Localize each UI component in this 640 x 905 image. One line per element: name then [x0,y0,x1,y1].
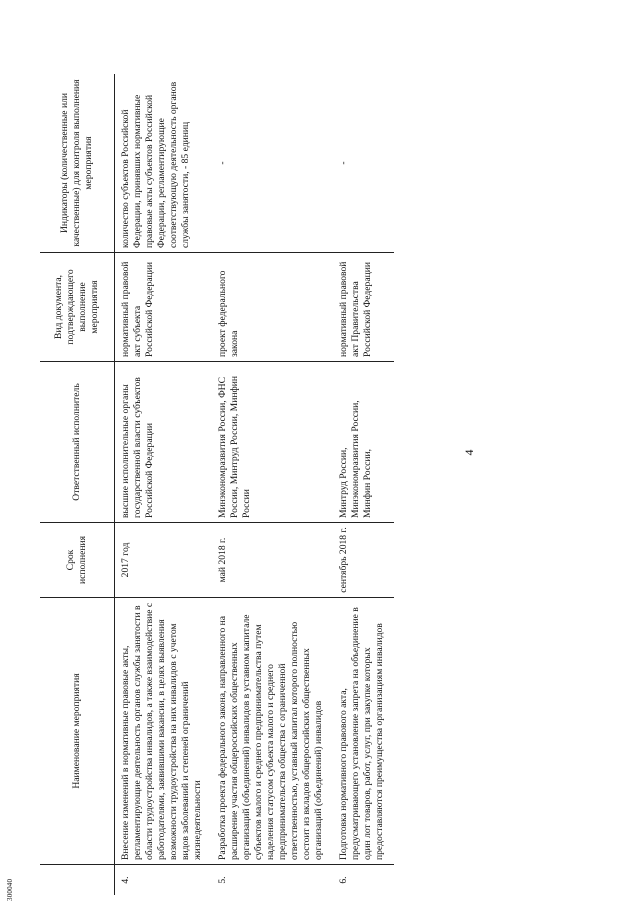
table-header-row [40,74,115,895]
deadline: май 2018 г. [212,523,333,598]
document-type: нормативный правовой акт субъекта Российской Федерации [115,253,213,362]
header-number [40,865,115,896]
indicator: количество субъектов Российской Федерации, принявших нормативные правовые акты субъектов Российской Федерации, регламентирующие соответствующую деятельность органов службы занятости, - 85 единиц [115,74,213,253]
table-row [115,74,213,895]
document-type: нормативный правовой акт Правительства Российской Федерации [333,253,394,362]
deadline: 2017 год [115,523,213,598]
measures-table [40,74,394,895]
header-measure-name: Наименование мероприятия [40,598,115,865]
header-executor: Ответственный исполнитель [40,362,115,523]
row-number: 4. [120,876,131,884]
header-document-type: Вид документа, подтверждающего выполнение мероприятия [40,253,115,362]
measure-name: Внесение изменений в нормативные правовые акты, регламентирующие деятельность органов службы занятости в области трудоустройства инвалидов, а также взаимодействие с работодателями, заявившими вакансии, в целях выявления возможности трудоустройства на них инвалидов с учетом видов заболеваний и степеней ограничений жизнедеятельности [115,598,213,865]
executor: Минтруд России, Минэкономразвития России, Минфин России, [333,362,394,523]
indicator: - [212,74,333,253]
indicator: - [333,74,394,253]
header-indicators: Индикаторы (количественные или качественные) для контроля выполнения мероприятия [40,74,115,253]
header-deadline: Срок исполнения [40,523,115,598]
executor: высшие исполнительные органы государственной власти субъектов Российской Федерации [115,362,213,523]
table-row [212,74,333,895]
executor: Минэкономразвития России, ФНС России, Минтруд России, Минфин России [212,362,333,523]
page-number: 4 [462,449,476,456]
measure-name: Подготовка нормативного правового акта, предусматривающего установление запрета на объединение в один лот товаров, работ, услуг, при закупке которых предоставляются преимущества организациям инвалидов [333,598,394,865]
measure-name: Разработка проекта федерального закона, направленного на расширение участия общероссийских общественных организаций (объединений) инвалидов в уставном капитале субъектов малого и среднего предпринимательства путем наделения статусом субъекта малого и среднего предпринимательства общества с ограниченной ответственностью, уставный капитал которого полностью состоит из вкладов общероссийских общественных организаций (объединений) инвалидов [212,598,333,865]
row-number: 5. [217,876,228,884]
deadline: сентябрь 2018 г. [333,523,394,598]
document-code: 300040 [6,878,14,901]
row-number: 6. [338,876,349,884]
table-row [333,74,394,895]
document-type: проект федерального закона [212,253,333,362]
